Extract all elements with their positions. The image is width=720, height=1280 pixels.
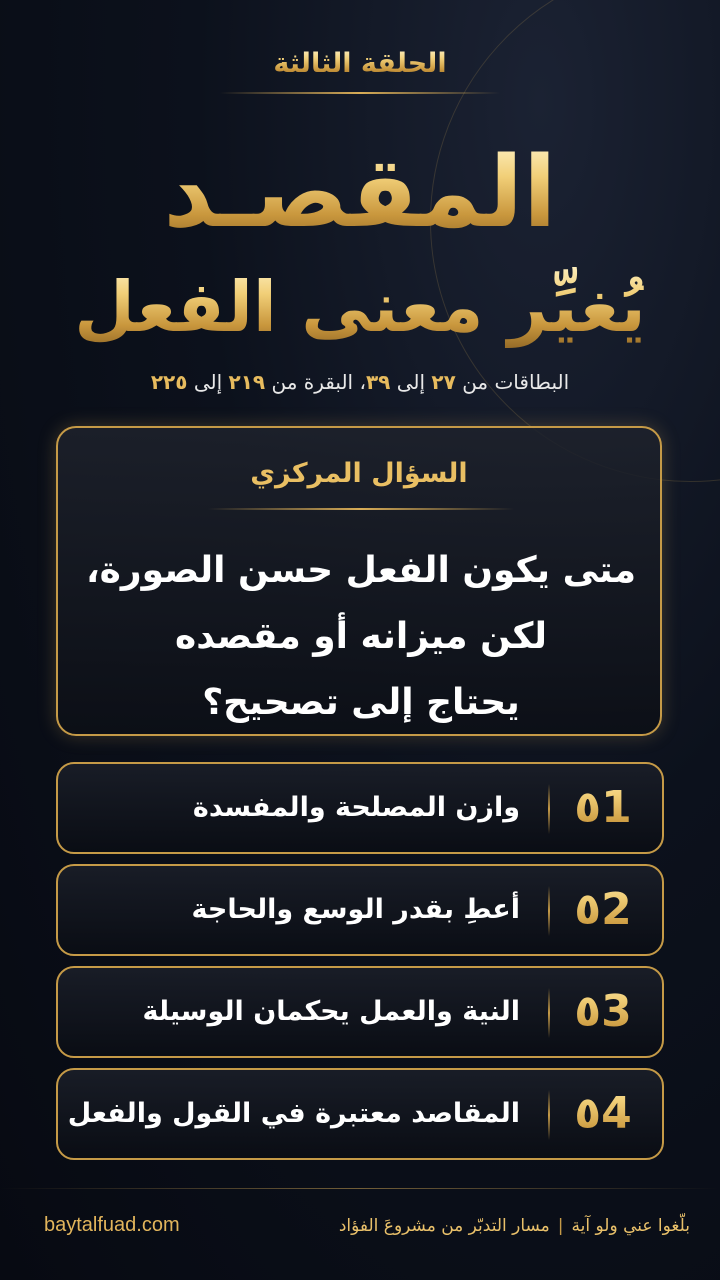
item-label: المقاصد معتبرة في القول والفعل <box>67 1098 520 1129</box>
central-question-card <box>56 426 662 736</box>
range-n1: ٢٧ <box>431 370 456 394</box>
list-item-2[interactable] <box>56 864 664 956</box>
question-divider <box>208 508 514 510</box>
range-n2: ٣٩ <box>365 370 391 394</box>
item-number: ٥4 <box>568 1070 638 1158</box>
page-subtitle: يُغيِّر معنى الفعل <box>0 262 720 352</box>
item-number: ٥3 <box>568 968 638 1056</box>
question-text <box>78 538 644 736</box>
range-mid1: إلى <box>396 370 426 394</box>
question-line: لكن ميزانه أو مقصده <box>175 616 547 657</box>
range-n3: ٢١٩ <box>228 370 266 394</box>
item-separator <box>548 886 550 936</box>
footer-slogan: بلّغوا عني ولو آية <box>571 1216 690 1236</box>
range-mid3: إلى <box>193 370 223 394</box>
question-line: متى يكون الفعل حسن الصورة، <box>85 550 637 591</box>
list-item-4[interactable] <box>56 1068 664 1160</box>
item-number: ٥2 <box>568 866 638 954</box>
item-separator <box>548 988 550 1038</box>
episode-label: الحلقة الثالثة <box>0 48 720 79</box>
list-item-1[interactable] <box>56 762 664 854</box>
range-n4: ٢٢٥ <box>150 370 188 394</box>
item-label: وازن المصلحة والمفسدة <box>192 792 520 823</box>
range-prefix: البطاقات من <box>462 370 570 394</box>
header-divider <box>220 92 500 94</box>
page-title: المقصـد <box>0 138 720 248</box>
website-link[interactable]: baytalfuad.com <box>44 1214 180 1236</box>
question-label: السؤال المركزي <box>250 458 468 489</box>
item-separator <box>548 784 550 834</box>
footer-divider <box>0 1188 720 1189</box>
item-separator <box>548 1090 550 1140</box>
item-number: ٥1 <box>568 764 638 852</box>
question-line: يحتاج إلى تصحيح؟ <box>202 682 520 723</box>
footer-project: مسار التدبّر من مشروعَ الفؤاد <box>338 1216 550 1236</box>
footer-separator: | <box>557 1216 564 1236</box>
item-label: النية والعمل يحكمان الوسيلة <box>142 996 520 1027</box>
item-label: أعطِ بقدر الوسع والحاجة <box>191 894 520 925</box>
footer-tagline <box>339 1216 690 1236</box>
cards-range <box>0 370 720 394</box>
range-mid2: ، البقرة من <box>271 370 366 394</box>
list-item-3[interactable] <box>56 966 664 1058</box>
